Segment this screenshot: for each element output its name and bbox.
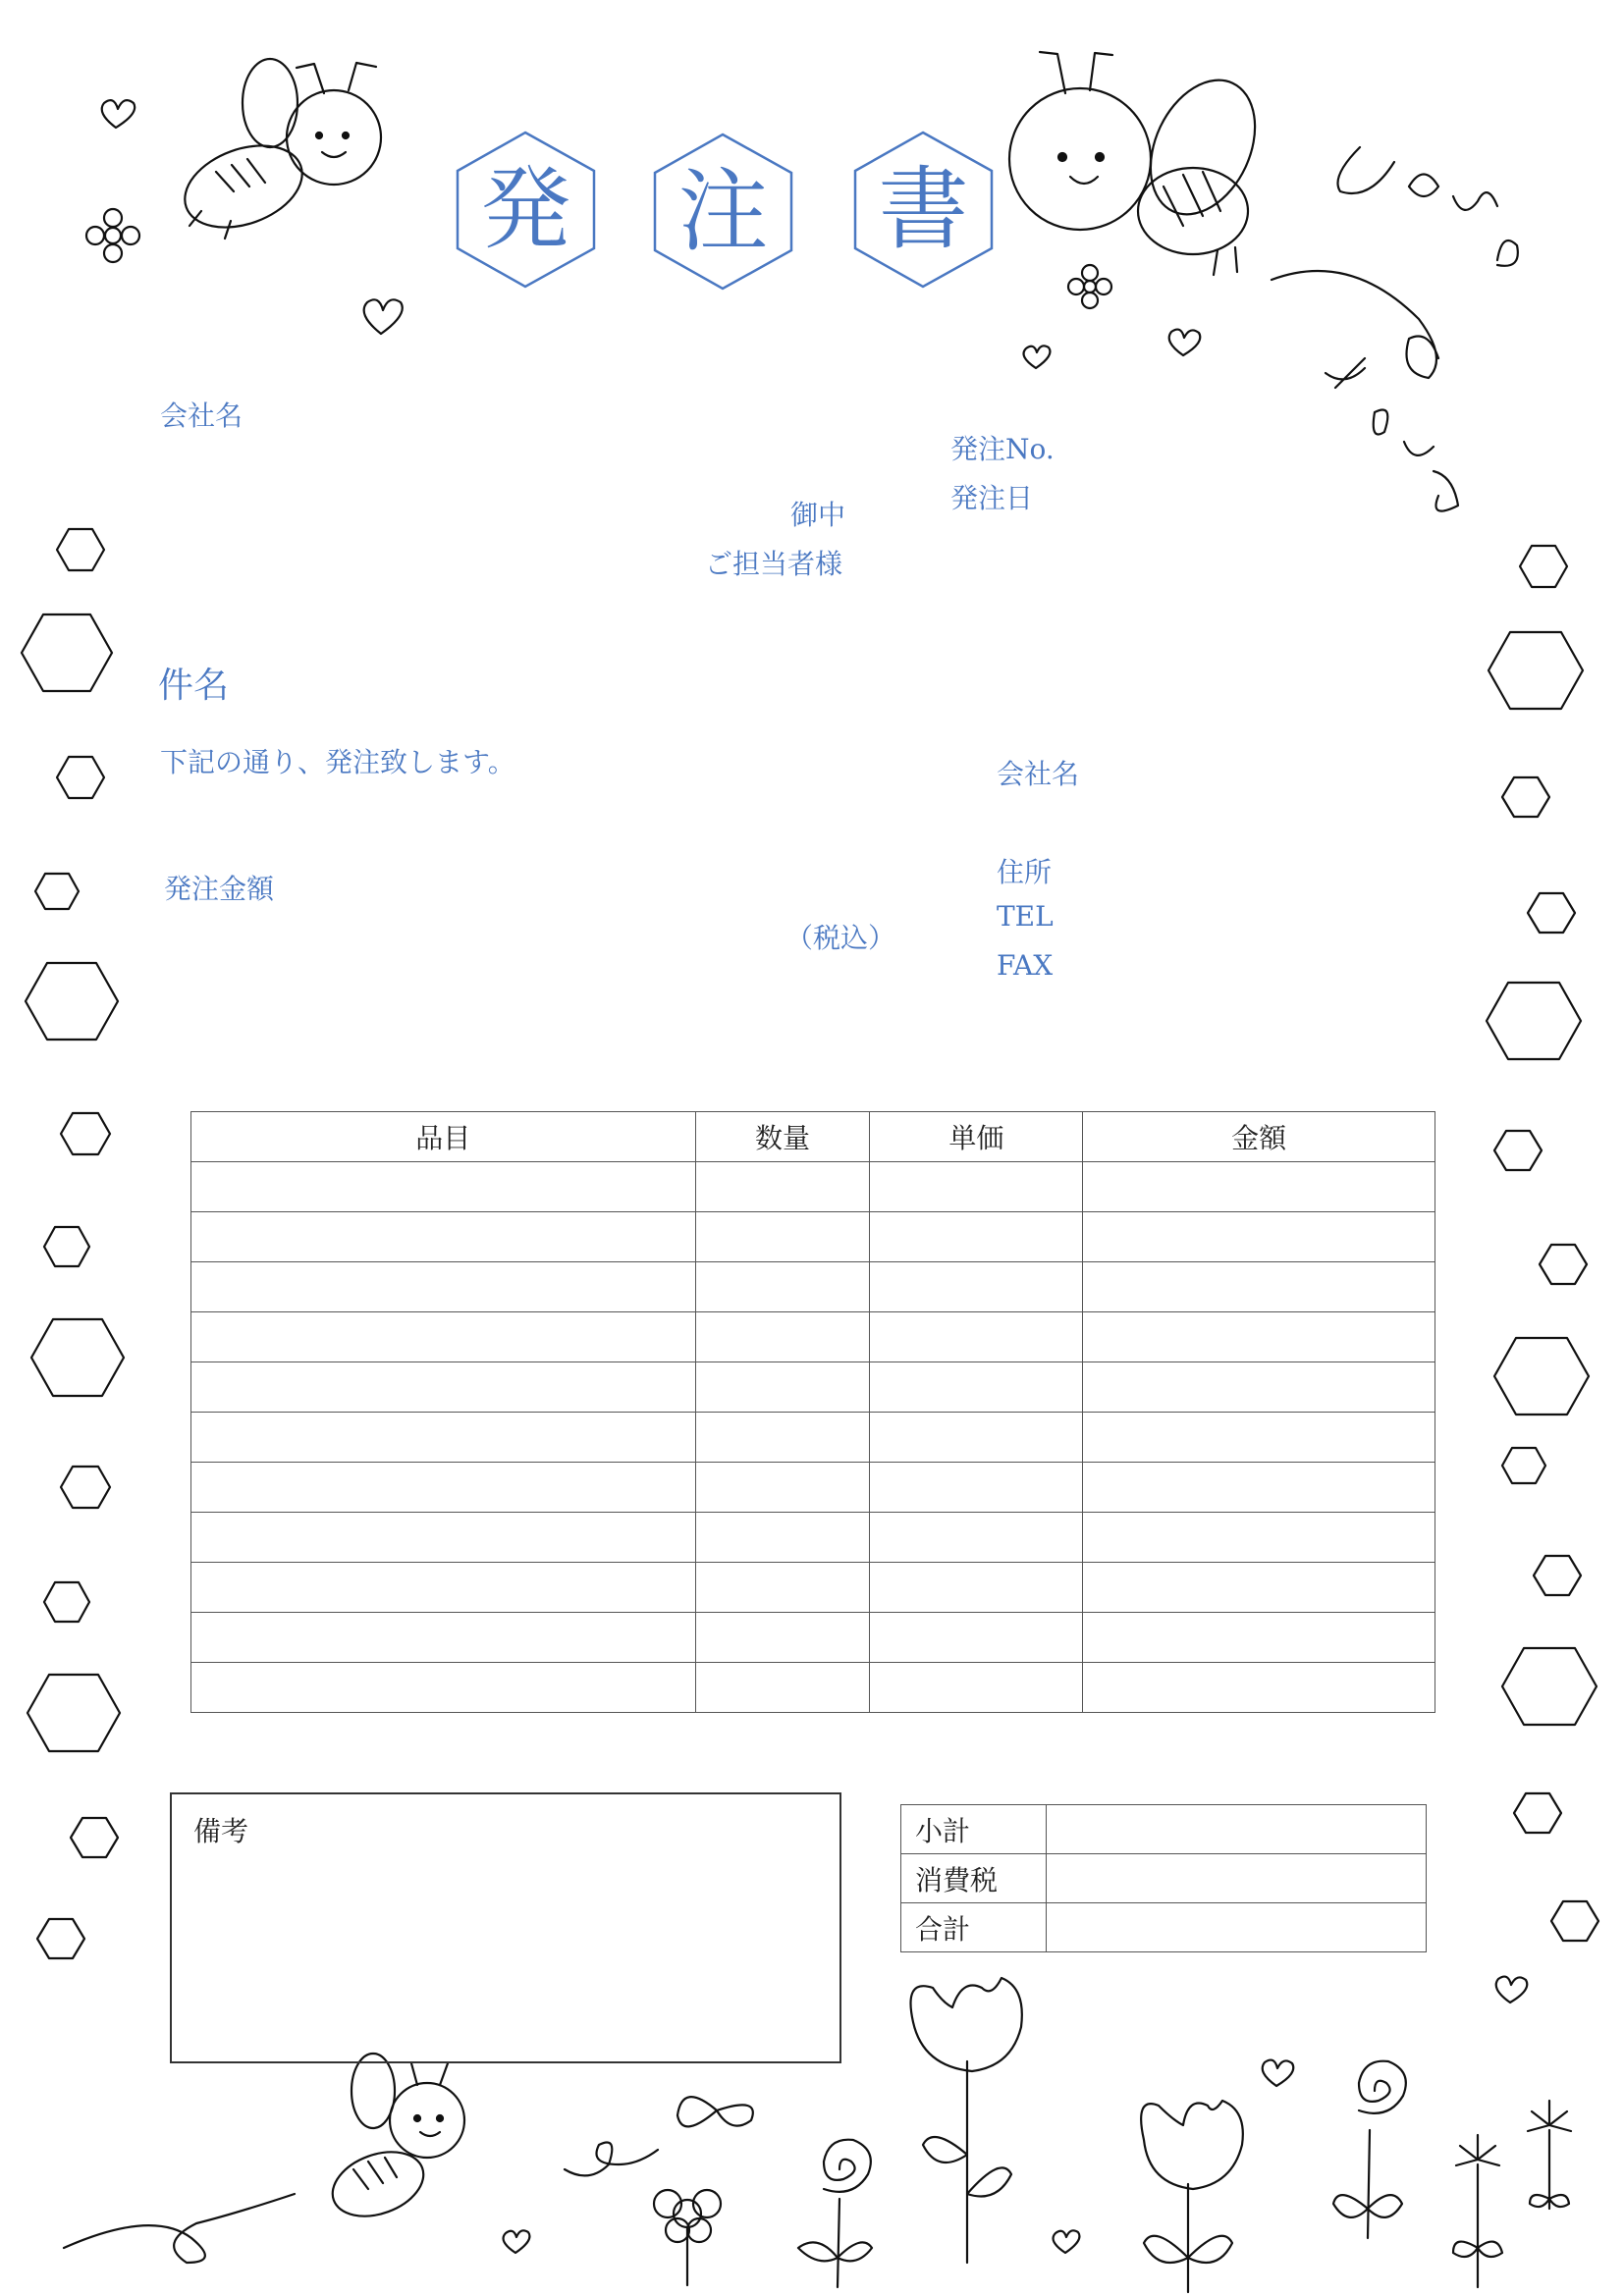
title-hexagon-2 — [642, 131, 804, 293]
quantity-cell[interactable] — [695, 1413, 870, 1463]
subject-message: 下記の通り、発注致します。 — [160, 746, 515, 778]
quantity-cell[interactable] — [695, 1312, 870, 1362]
amount-cell[interactable] — [1083, 1463, 1435, 1513]
issuer-company-label: 会社名 — [997, 758, 1080, 790]
amount-cell[interactable] — [1083, 1663, 1435, 1713]
spiral-flower-1 — [798, 2140, 872, 2287]
amount-cell[interactable] — [1083, 1162, 1435, 1212]
quantity-cell[interactable] — [695, 1663, 870, 1713]
table-row — [191, 1463, 1435, 1513]
butterfly — [677, 2097, 753, 2126]
items-table-body — [191, 1162, 1435, 1713]
title-char-3: 書 — [878, 157, 969, 262]
unit-price-cell[interactable] — [870, 1463, 1083, 1513]
title-char-2: 注 — [677, 159, 769, 264]
unit-price-cell[interactable] — [870, 1312, 1083, 1362]
amount-cell[interactable] — [1083, 1262, 1435, 1312]
amount-cell[interactable] — [1083, 1212, 1435, 1262]
order-date-label: 発注日 — [950, 482, 1034, 514]
recipient-contact: ご担当者様 — [705, 548, 843, 580]
unit-price-cell[interactable] — [870, 1563, 1083, 1613]
recipient-onchu: 御中 — [790, 499, 846, 531]
tulip-1 — [911, 1978, 1022, 2263]
item-cell[interactable] — [191, 1613, 696, 1663]
items-table-header — [191, 1112, 1435, 1162]
item-cell[interactable] — [191, 1262, 696, 1312]
unit-price-cell[interactable] — [870, 1663, 1083, 1713]
bee-top-left — [174, 59, 381, 242]
tax-included-note: （税込） — [785, 922, 896, 954]
table-row — [191, 1663, 1435, 1713]
quantity-cell[interactable] — [695, 1463, 870, 1513]
table-row — [191, 1212, 1435, 1262]
tulip-2 — [1141, 2101, 1243, 2292]
title-hexagon-3 — [842, 129, 1004, 291]
tax-value-cell[interactable] — [1047, 1854, 1427, 1903]
amount-cell[interactable] — [1083, 1563, 1435, 1613]
order-number-label: 発注No. — [950, 433, 1055, 465]
table-row — [191, 1513, 1435, 1563]
bee-top-right — [1009, 52, 1275, 275]
quantity-cell[interactable] — [695, 1563, 870, 1613]
unit-price-cell[interactable] — [870, 1162, 1083, 1212]
sparkle-flowers — [1453, 2101, 1571, 2287]
table-row — [191, 1262, 1435, 1312]
right-hexagon-column — [1487, 546, 1598, 1941]
quantity-cell[interactable] — [695, 1212, 870, 1262]
notes-label: 備考 — [193, 1815, 249, 1847]
total-label: 合計 — [901, 1903, 1047, 1952]
quantity-cell[interactable] — [695, 1362, 870, 1413]
item-cell[interactable] — [191, 1312, 696, 1362]
item-cell[interactable] — [191, 1413, 696, 1463]
total-value-cell[interactable] — [1047, 1903, 1427, 1952]
item-cell[interactable] — [191, 1463, 696, 1513]
column-header-item: 品目 — [191, 1112, 696, 1162]
item-cell[interactable] — [191, 1162, 696, 1212]
recipient-company-label: 会社名 — [160, 400, 244, 432]
item-cell[interactable] — [191, 1563, 696, 1613]
table-row — [191, 1413, 1435, 1463]
item-cell[interactable] — [191, 1663, 696, 1713]
amount-cell[interactable] — [1083, 1513, 1435, 1563]
spiral-flower-2 — [1333, 2061, 1406, 2238]
title-char-1: 発 — [480, 157, 571, 262]
notes-box[interactable] — [170, 1792, 841, 2063]
unit-price-cell[interactable] — [870, 1212, 1083, 1262]
bee-bottom — [324, 2054, 464, 2228]
amount-cell[interactable] — [1083, 1362, 1435, 1413]
subtotal-label: 小計 — [901, 1805, 1047, 1854]
unit-price-cell[interactable] — [870, 1513, 1083, 1563]
unit-price-cell[interactable] — [870, 1413, 1083, 1463]
items-table — [190, 1111, 1435, 1713]
amount-cell[interactable] — [1083, 1613, 1435, 1663]
table-row — [191, 1563, 1435, 1613]
subject-label: 件名 — [158, 666, 230, 706]
quantity-cell[interactable] — [695, 1613, 870, 1663]
order-amount-label: 発注金額 — [164, 873, 275, 905]
amount-cell[interactable] — [1083, 1312, 1435, 1362]
column-header-quantity: 数量 — [695, 1112, 870, 1162]
unit-price-cell[interactable] — [870, 1613, 1083, 1663]
totals-table — [900, 1804, 1427, 1952]
item-cell[interactable] — [191, 1362, 696, 1413]
unit-price-cell[interactable] — [870, 1262, 1083, 1312]
flower-small-1 — [654, 2190, 721, 2285]
table-row — [191, 1162, 1435, 1212]
tax-label: 消費税 — [901, 1854, 1047, 1903]
totals-row-subtotal — [901, 1805, 1427, 1854]
quantity-cell[interactable] — [695, 1162, 870, 1212]
issuer-tel-label: TEL — [997, 900, 1054, 933]
quantity-cell[interactable] — [695, 1513, 870, 1563]
amount-cell[interactable] — [1083, 1413, 1435, 1463]
left-hexagon-column — [22, 529, 124, 1958]
item-cell[interactable] — [191, 1513, 696, 1563]
item-cell[interactable] — [191, 1212, 696, 1262]
love-honey-script — [1272, 147, 1518, 511]
unit-price-cell[interactable] — [870, 1362, 1083, 1413]
table-row — [191, 1362, 1435, 1413]
issuer-address-label: 住所 — [997, 856, 1053, 888]
column-header-unit-price: 単価 — [870, 1112, 1083, 1162]
totals-row-total — [901, 1903, 1427, 1952]
table-row — [191, 1613, 1435, 1663]
subtotal-value-cell[interactable] — [1047, 1805, 1427, 1854]
totals-row-tax — [901, 1854, 1427, 1903]
column-header-amount: 金額 — [1083, 1112, 1435, 1162]
issuer-fax-label: FAX — [997, 949, 1054, 982]
quantity-cell[interactable] — [695, 1262, 870, 1312]
table-row — [191, 1312, 1435, 1362]
title-hexagon-1 — [445, 129, 607, 291]
